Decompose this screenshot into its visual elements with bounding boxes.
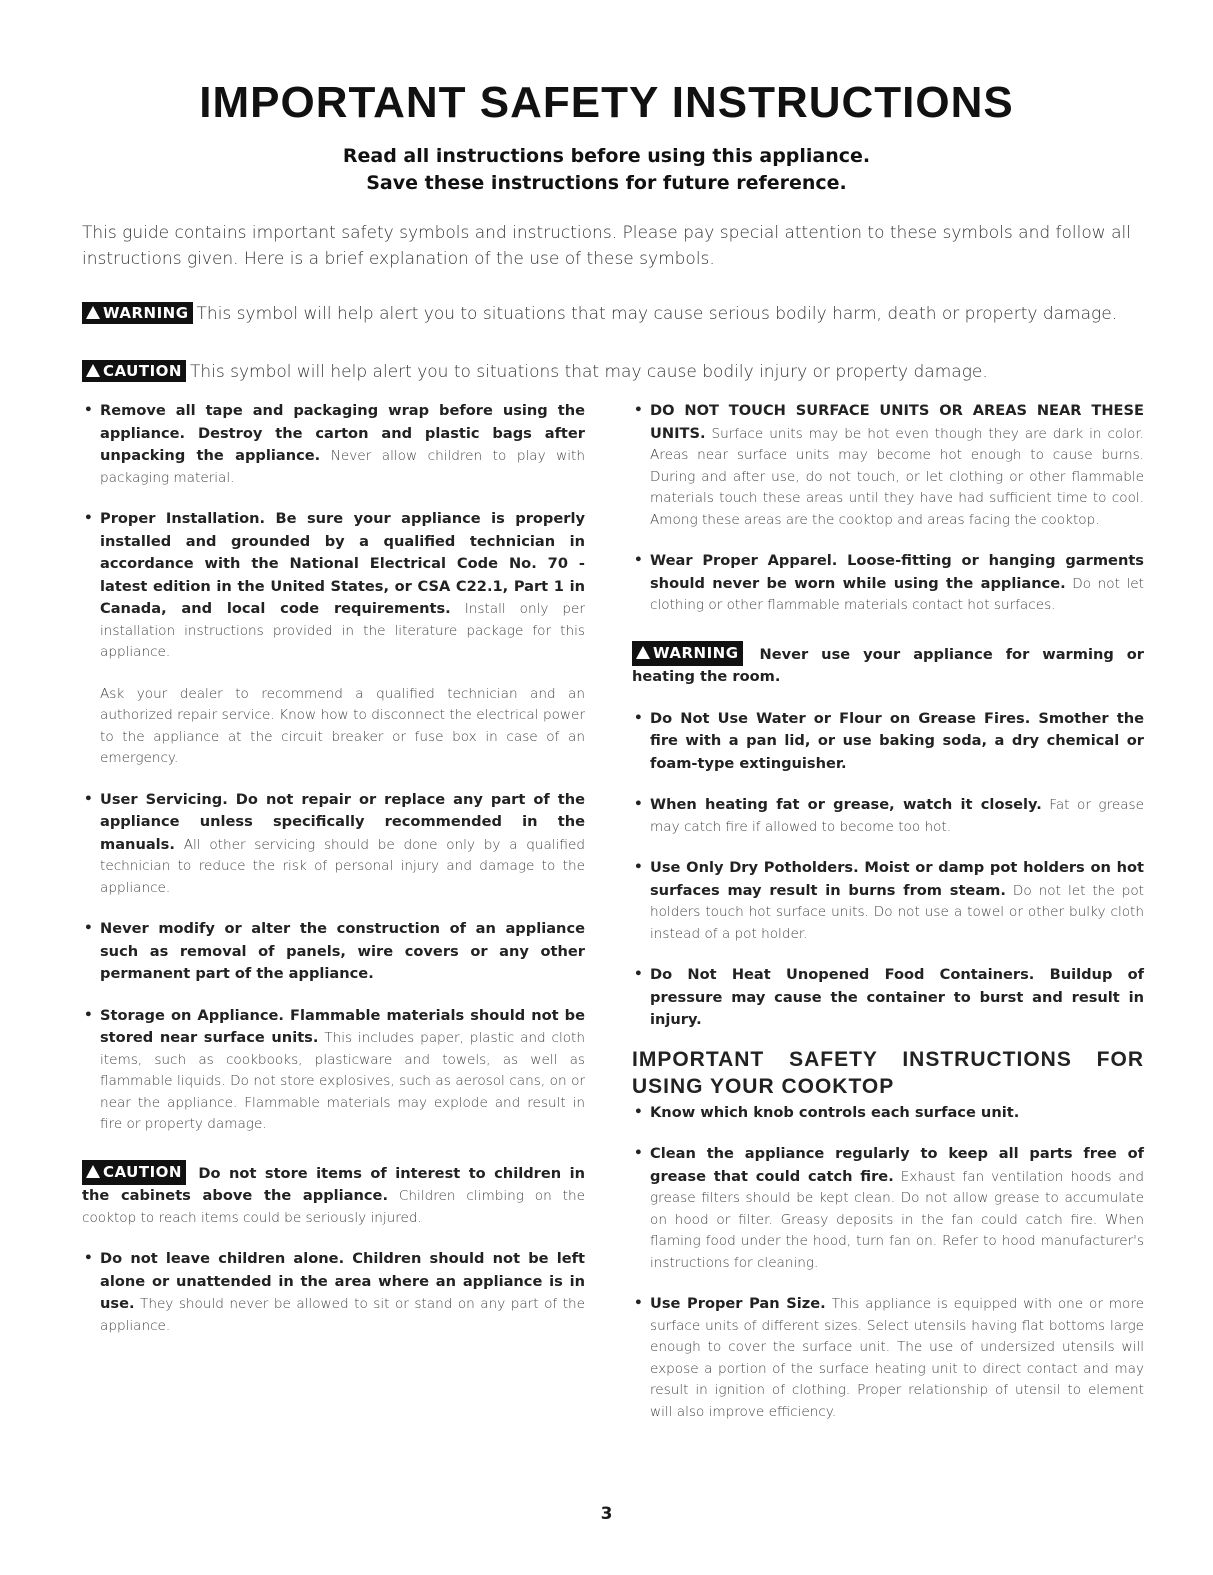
caution-triangle-icon bbox=[86, 1165, 100, 1178]
item-text: They should never be allowed to sit or stand on any part of the appliance. bbox=[100, 1296, 585, 1334]
caution-label: CAUTION bbox=[103, 362, 182, 380]
left-column bbox=[82, 400, 585, 1356]
list-item bbox=[82, 400, 585, 489]
item-text: Do not let the pot holders touch hot surface units. Do not use a towel or other bulky cloth instead of a pot holder. bbox=[650, 882, 1144, 942]
subtitle-save: Save these instructions for future reference. bbox=[366, 172, 847, 194]
intro-text: This guide contains important safety symbols and instructions. Please pay special attention to these symbols and follow all instructions given. Here is a brief explanation of the use of these symbols. bbox=[82, 223, 1131, 269]
caution-note bbox=[82, 1160, 585, 1230]
item-heading: User Servicing. Do not repair or replace any part of the appliance unless specifically recommended in the manuals. bbox=[100, 790, 585, 853]
list-item bbox=[632, 1143, 1144, 1274]
item-text: Exhaust fan ventilation hoods and grease filters should be kept clean. Do not allow grease to accumulate on hood or filter. Greasy deposits in the fan could catch fire. When flaming food under the hood, turn fan on. Refer to hood manufacturer's instructions for cleaning. bbox=[650, 1168, 1144, 1271]
warning-triangle-icon bbox=[636, 646, 650, 659]
item-heading: Do not store items of interest to children in the cabinets above the appliance. bbox=[82, 1164, 585, 1204]
item-heading: Storage on Appliance. Flammable materials should not be stored near surface units. bbox=[100, 1006, 585, 1046]
item-heading: Remove all tape and packaging wrap before using the appliance. Destroy the carton and plastic bags after unpacking the appliance. bbox=[100, 402, 585, 464]
list-item bbox=[82, 789, 585, 900]
list-item bbox=[82, 918, 585, 986]
item-text: Children climbing on the cooktop to reach items could be seriously injured. bbox=[82, 1188, 585, 1226]
warning-triangle-icon bbox=[86, 306, 100, 319]
item-heading: Never modify or alter the construction of an appliance such as removal of panels, wire covers or any other permanent part of the appliance. bbox=[100, 920, 585, 982]
item-heading: DO NOT TOUCH SURFACE UNITS OR AREAS NEAR THESE UNITS. bbox=[650, 402, 1144, 442]
list-item bbox=[82, 684, 585, 770]
right-column bbox=[632, 400, 1144, 1442]
list-item bbox=[632, 1102, 1144, 1125]
list-item bbox=[632, 857, 1144, 945]
item-text: Install only per installation instructions provided in the literature package for this appliance. bbox=[100, 601, 585, 660]
item-heading: Do Not Heat Unopened Food Containers. Buildup of pressure may cause the container to burst and result in injury. bbox=[650, 966, 1144, 1028]
item-heading: Know which knob controls each surface unit. bbox=[650, 1103, 1020, 1121]
caution-badge bbox=[82, 360, 186, 382]
list-item bbox=[632, 708, 1144, 776]
item-heading: Use Proper Pan Size. bbox=[650, 1295, 826, 1312]
item-heading: Never use your appliance for warming or heating the room. bbox=[632, 645, 1144, 685]
caution-description: This symbol will help alert you to situations that may cause bodily injury or property damage. bbox=[189, 362, 988, 382]
list-item bbox=[632, 400, 1144, 531]
list-item bbox=[82, 1248, 585, 1337]
item-heading: When heating fat or grease, watch it closely. bbox=[650, 796, 1042, 813]
caution-badge bbox=[82, 1160, 186, 1186]
item-heading: Do not leave children alone. Children should not be left alone or unattended in the area where an appliance is in use. bbox=[100, 1250, 585, 1312]
item-heading: Clean the appliance regularly to keep all parts free of grease that could catch fire. bbox=[650, 1145, 1144, 1185]
item-text: All other servicing should be done only by a qualified technician to reduce the risk of personal injury and damage to the appliance. bbox=[100, 836, 585, 896]
item-text: Never allow children to play with packaging material. bbox=[100, 448, 585, 486]
item-heading: Use Only Dry Potholders. Moist or damp pot holders on hot surfaces may result in burns from steam. bbox=[650, 859, 1144, 899]
item-text: This includes paper, plastic and cloth items, such as cookbooks, plasticware and towels, as well as flammable liquids. Do not store explosives, such as aerosol cans, on or near the appliance. Flammable materials may explode and result in fire or property damage. bbox=[100, 1030, 586, 1132]
warning-description: This symbol will help alert you to situations that may cause serious bodily harm, death or property damage. bbox=[196, 304, 1118, 324]
list-item bbox=[82, 508, 585, 664]
caution-label: CAUTION bbox=[103, 1162, 182, 1181]
list-item bbox=[632, 964, 1144, 1032]
list-item bbox=[632, 794, 1144, 838]
warning-label: WARNING bbox=[103, 304, 189, 322]
warning-label: WARNING bbox=[653, 643, 739, 662]
list-item bbox=[632, 550, 1144, 617]
warning-symbol-row bbox=[82, 302, 1117, 324]
item-text: Do not let clothing or other flammable materials contact hot surfaces. bbox=[650, 575, 1144, 613]
item-text: Surface units may be hot even though they are dark in color. Areas near surface units may become hot enough to cause burns. During and after use, do not touch, or let clothing or other flammable materials touch these areas until they have had sufficient time to cool. Among these areas are the cooktop and areas facing the cooktop. bbox=[650, 425, 1144, 528]
item-heading: Wear Proper Apparel. Loose-fitting or hanging garments should never be worn while using the appliance. bbox=[650, 552, 1144, 592]
caution-symbol-row bbox=[82, 360, 988, 382]
section-heading: IMPORTANT SAFETY INSTRUCTIONS FOR USING YOUR COOKTOP bbox=[632, 1047, 1144, 1098]
list-item bbox=[82, 1005, 585, 1136]
warning-badge bbox=[632, 641, 743, 667]
subtitle-read: Read all instructions before using this appliance. bbox=[342, 145, 871, 167]
warning-note bbox=[632, 641, 1144, 689]
list-item bbox=[632, 1293, 1144, 1423]
item-heading: Proper Installation. Be sure your appliance is properly installed and grounded by a qualified technician in accordance with the National Electrical Code No. 70 - latest edition in the United States, or CSA C22.1, Part 1 in Canada, and local code requirements. bbox=[100, 510, 585, 617]
page-title: IMPORTANT SAFETY INSTRUCTIONS bbox=[199, 78, 1014, 127]
caution-triangle-icon bbox=[86, 364, 100, 377]
item-text: This appliance is equipped with one or more surface units of different sizes. Select utensils having flat bottoms large enough to cover the surface unit. The use of undersized utensils will expose a portion of the surface heating unit to direct contact and may result in ignition of clothing. Proper relationship of utensil to element will also improve efficiency. bbox=[650, 1296, 1144, 1420]
page-number: 3 bbox=[600, 1504, 613, 1524]
item-heading: Do Not Use Water or Flour on Grease Fires. Smother the fire with a pan lid, or use baking soda, a dry chemical or foam-type extinguisher. bbox=[650, 709, 1144, 772]
item-text: Fat or grease may catch fire if allowed to become too hot. bbox=[650, 797, 1145, 835]
item-text: Ask your dealer to recommend a qualified technician and an authorized repair service. Know how to disconnect the electrical power to the appliance at the circuit breaker or fuse box in case of an emergency. bbox=[100, 685, 585, 766]
warning-badge bbox=[82, 302, 193, 324]
